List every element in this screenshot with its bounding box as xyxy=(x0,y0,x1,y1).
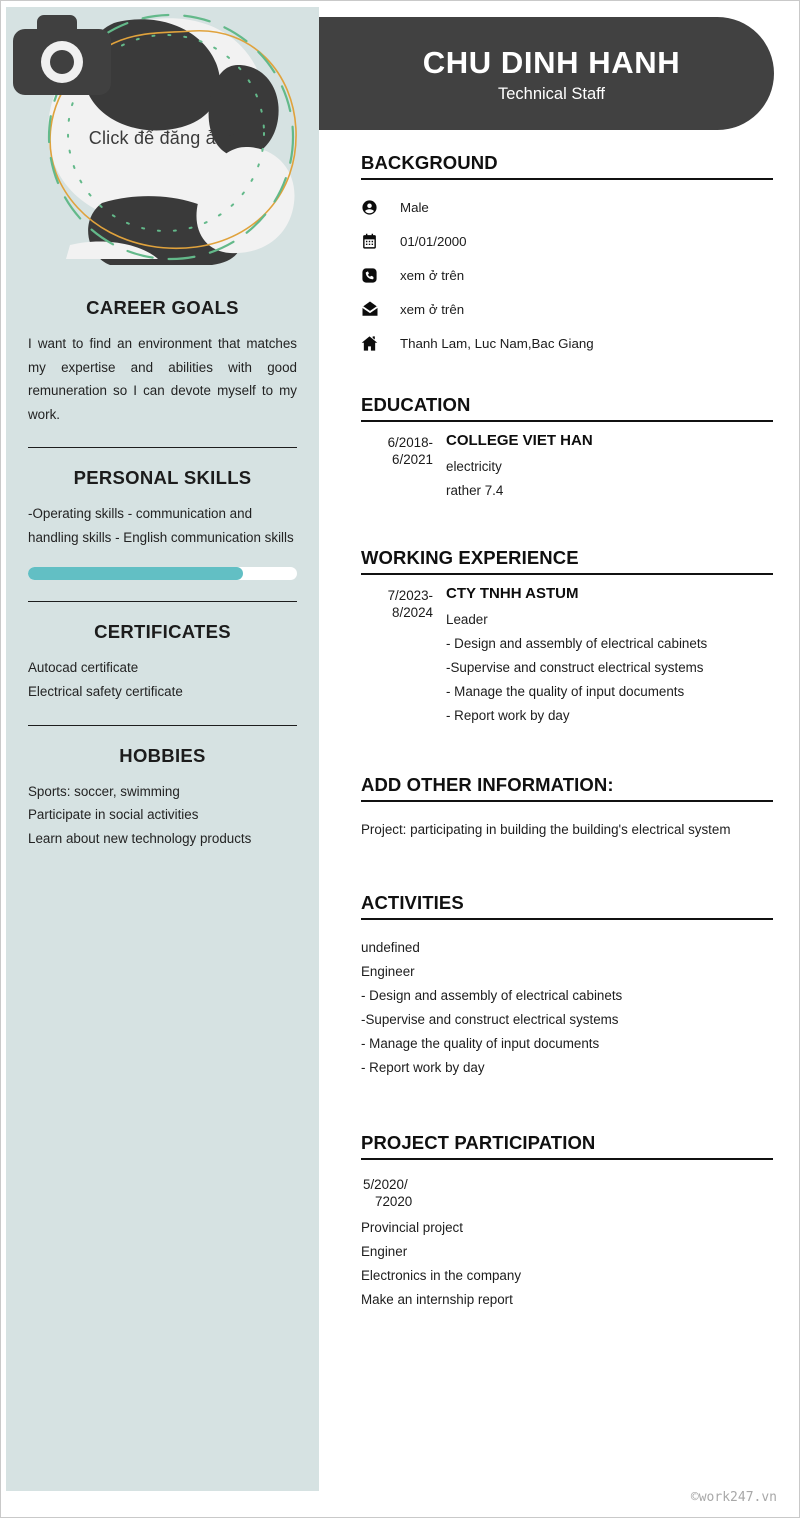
other-information-body xyxy=(361,812,771,842)
background-row-dob xyxy=(361,224,771,258)
education-entry xyxy=(361,432,771,503)
background-row-gender xyxy=(361,190,771,224)
activities-line: - Design and assembly of electrical cabinets xyxy=(361,988,623,1003)
activities-line: Engineer xyxy=(361,964,415,979)
education-body xyxy=(437,432,593,503)
career-goals-section xyxy=(28,297,297,426)
email-icon xyxy=(361,300,387,318)
experience-line: -Supervise and construct electrical systems xyxy=(446,660,704,675)
experience-date xyxy=(361,585,437,728)
calendar-icon xyxy=(361,233,387,250)
list-item: Electrical safety certificate xyxy=(28,683,183,699)
activities-section xyxy=(361,892,771,1080)
other-information-heading: ADD OTHER INFORMATION: xyxy=(361,774,773,802)
project-line: Provincial project xyxy=(361,1220,463,1235)
camera-icon xyxy=(6,7,118,95)
watermark: ©work247.vn xyxy=(690,1490,777,1505)
experience-org: CTY TNHH ASTUM xyxy=(446,585,579,602)
activities-body xyxy=(361,930,771,1080)
hobbies-section xyxy=(28,745,297,851)
background-heading: BACKGROUND xyxy=(361,152,773,180)
education-date xyxy=(361,432,437,503)
activities-line: -Supervise and construct electrical systems xyxy=(361,1012,619,1027)
project-participation-heading: PROJECT PARTICIPATION xyxy=(361,1132,773,1160)
divider xyxy=(28,447,297,448)
project-participation-body xyxy=(361,1170,771,1312)
background-row-phone xyxy=(361,258,771,292)
experience-line: Leader xyxy=(446,612,488,627)
personal-skills-text: -Operating skills - communication and handling skills - English communication skills xyxy=(28,506,294,545)
experience-heading: WORKING EXPERIENCE xyxy=(361,547,773,575)
experience-line: - Manage the quality of input documents xyxy=(446,684,685,699)
person-icon xyxy=(361,199,387,216)
certificates-list xyxy=(28,656,297,704)
date-line: 6/2018- xyxy=(387,435,433,450)
other-information-line: Project: participating in building the building's electrical system xyxy=(361,822,731,837)
personal-skills-heading: PERSONAL SKILLS xyxy=(73,467,252,488)
experience-line: - Design and assembly of electrical cabinets xyxy=(446,636,708,651)
list-item: Learn about new technology products xyxy=(28,831,252,847)
date-line: 8/2024 xyxy=(392,605,433,620)
divider xyxy=(28,725,297,726)
skill-progress-fill xyxy=(28,567,243,580)
career-goals-heading: CAREER GOALS xyxy=(86,297,239,318)
activities-line: - Manage the quality of input documents xyxy=(361,1036,600,1051)
list-item: Autocad certificate xyxy=(28,660,139,675)
hobbies-list xyxy=(28,780,297,851)
background-value: xem ở trên xyxy=(400,301,465,317)
sidebar xyxy=(6,7,319,1491)
photo-upload-area[interactable] xyxy=(6,7,319,265)
background-value: xem ở trên xyxy=(400,267,465,283)
experience-body xyxy=(437,585,707,728)
background-value: 01/01/2000 xyxy=(400,233,467,249)
other-information-section xyxy=(361,774,771,842)
project-line: Make an internship report xyxy=(361,1292,513,1307)
phone-icon xyxy=(361,267,387,284)
job-title: Technical Staff xyxy=(497,84,605,103)
personal-skills-section xyxy=(28,467,297,580)
divider xyxy=(28,601,297,602)
project-participation-section xyxy=(361,1132,771,1312)
experience-line: - Report work by day xyxy=(446,708,570,723)
project-line: Enginer xyxy=(361,1244,408,1259)
background-value: Thanh Lam, Luc Nam,Bac Giang xyxy=(400,335,594,351)
photo-upload-label: Click để đăng ảnh xyxy=(88,127,237,148)
career-goals-text: I want to find an environment that matches my expertise and abilities with good remuneration so I can devote myself to my work. xyxy=(28,336,297,422)
date-line: 7/2023- xyxy=(387,588,433,603)
main-column xyxy=(319,7,795,1312)
education-section xyxy=(361,394,771,503)
hobbies-heading: HOBBIES xyxy=(119,744,206,766)
certificates-section xyxy=(28,621,297,704)
date-line: 5/2020/ xyxy=(363,1177,408,1192)
page-title: CHU DINH HANH xyxy=(422,44,681,80)
activities-line: undefined xyxy=(361,940,420,955)
skill-progress-bar[interactable] xyxy=(28,567,297,580)
background-row-email xyxy=(361,292,771,326)
education-line: rather 7.4 xyxy=(446,483,504,498)
education-line: electricity xyxy=(446,459,502,474)
education-org: COLLEGE VIET HAN xyxy=(446,432,593,449)
experience-entry xyxy=(361,585,771,728)
education-heading: EDUCATION xyxy=(361,394,773,422)
background-value: Male xyxy=(400,199,429,215)
list-item: Sports: soccer, swimming xyxy=(28,783,180,799)
experience-section xyxy=(361,547,771,728)
project-date xyxy=(361,1176,771,1210)
date-line: 6/2021 xyxy=(392,452,433,467)
name-banner xyxy=(319,17,774,130)
certificates-heading: CERTIFICATES xyxy=(94,621,231,642)
home-icon xyxy=(361,335,387,352)
list-item: Participate in social activities xyxy=(28,807,199,823)
background-row-address xyxy=(361,326,771,360)
background-section xyxy=(361,152,771,360)
activities-heading: ACTIVITIES xyxy=(361,892,773,920)
project-line: Electronics in the company xyxy=(361,1268,522,1283)
date-line: 72020 xyxy=(375,1194,413,1209)
activities-line: - Report work by day xyxy=(361,1060,485,1075)
